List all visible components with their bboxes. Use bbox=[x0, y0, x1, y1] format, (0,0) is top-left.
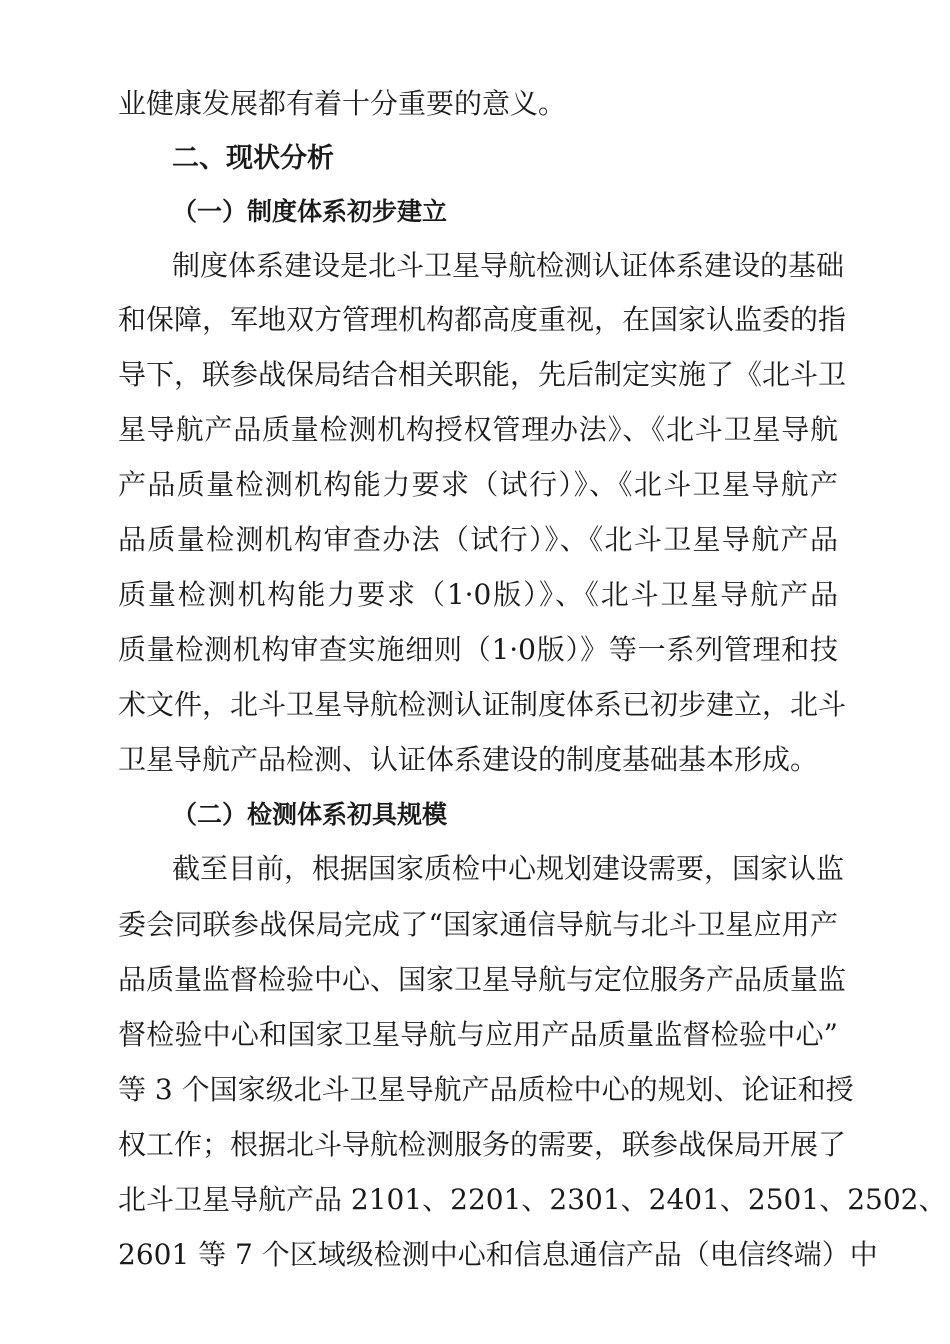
paragraph-line: 品质量检测机构审查办法（试行）》、《北斗卫星导航产品 bbox=[118, 523, 838, 556]
paragraph-line: 质量检测机构审查实施细则（1·0版）》等一系列管理和技 bbox=[118, 633, 838, 666]
paragraph-line: 督检验中心和国家卫星导航与应用产品质量监督检验中心” bbox=[118, 1018, 838, 1051]
subsection-heading-testing: （二）检测体系初具规模 bbox=[172, 800, 448, 829]
section-heading-status-analysis: 二、现状分析 bbox=[172, 143, 334, 174]
paragraph-line: 北斗卫星导航产品 2101、2201、2301、2401、2501、2502、 bbox=[118, 1183, 947, 1216]
paragraph-line-end: 卫星导航产品检测、认证体系建设的制度基础基本形成。 bbox=[118, 743, 819, 776]
subsection-heading-system: （一）制度体系初步建立 bbox=[172, 197, 448, 226]
paragraph-line: 等 3 个国家级北斗卫星导航产品质检中心的规划、论证和授 bbox=[118, 1073, 854, 1106]
paragraph-line: 制度体系建设是北斗卫星导航检测认证体系建设的基础 bbox=[172, 249, 845, 282]
paragraph-line: 委会同联参战保局完成了“国家通信导航与北斗卫星应用产 bbox=[118, 908, 838, 941]
paragraph-line: 产品质量检测机构能力要求（试行）》、《北斗卫星导航产 bbox=[118, 468, 838, 501]
paragraph-line: 品质量监督检验中心、国家卫星导航与定位服务产品质量监 bbox=[118, 963, 847, 996]
paragraph-line: 质量检测机构能力要求（1·0版）》、《北斗卫星导航产品 bbox=[118, 578, 838, 611]
paragraph-line: 权工作；根据北斗导航检测服务的需要，联参战保局开展了 bbox=[118, 1128, 847, 1161]
paragraph-line: 术文件，北斗卫星导航检测认证制度体系已初步建立，北斗 bbox=[118, 688, 847, 721]
paragraph-line: 截至目前，根据国家质检中心规划建设需要，国家认监 bbox=[172, 852, 845, 885]
paragraph-line: 导下，联参战保局结合相关职能，先后制定实施了《北斗卫 bbox=[118, 358, 847, 391]
paragraph-line: 2601 等 7 个区域级检测中心和信息通信产品（电信终端）中 bbox=[118, 1238, 878, 1271]
paragraph-line-continuation: 业健康发展都有着十分重要的意义。 bbox=[118, 87, 567, 120]
paragraph-line: 和保障，军地双方管理机构都高度重视，在国家认监委的指 bbox=[118, 303, 847, 336]
paragraph-line: 星导航产品质量检测机构授权管理办法》、《北斗卫星导航 bbox=[118, 413, 838, 446]
